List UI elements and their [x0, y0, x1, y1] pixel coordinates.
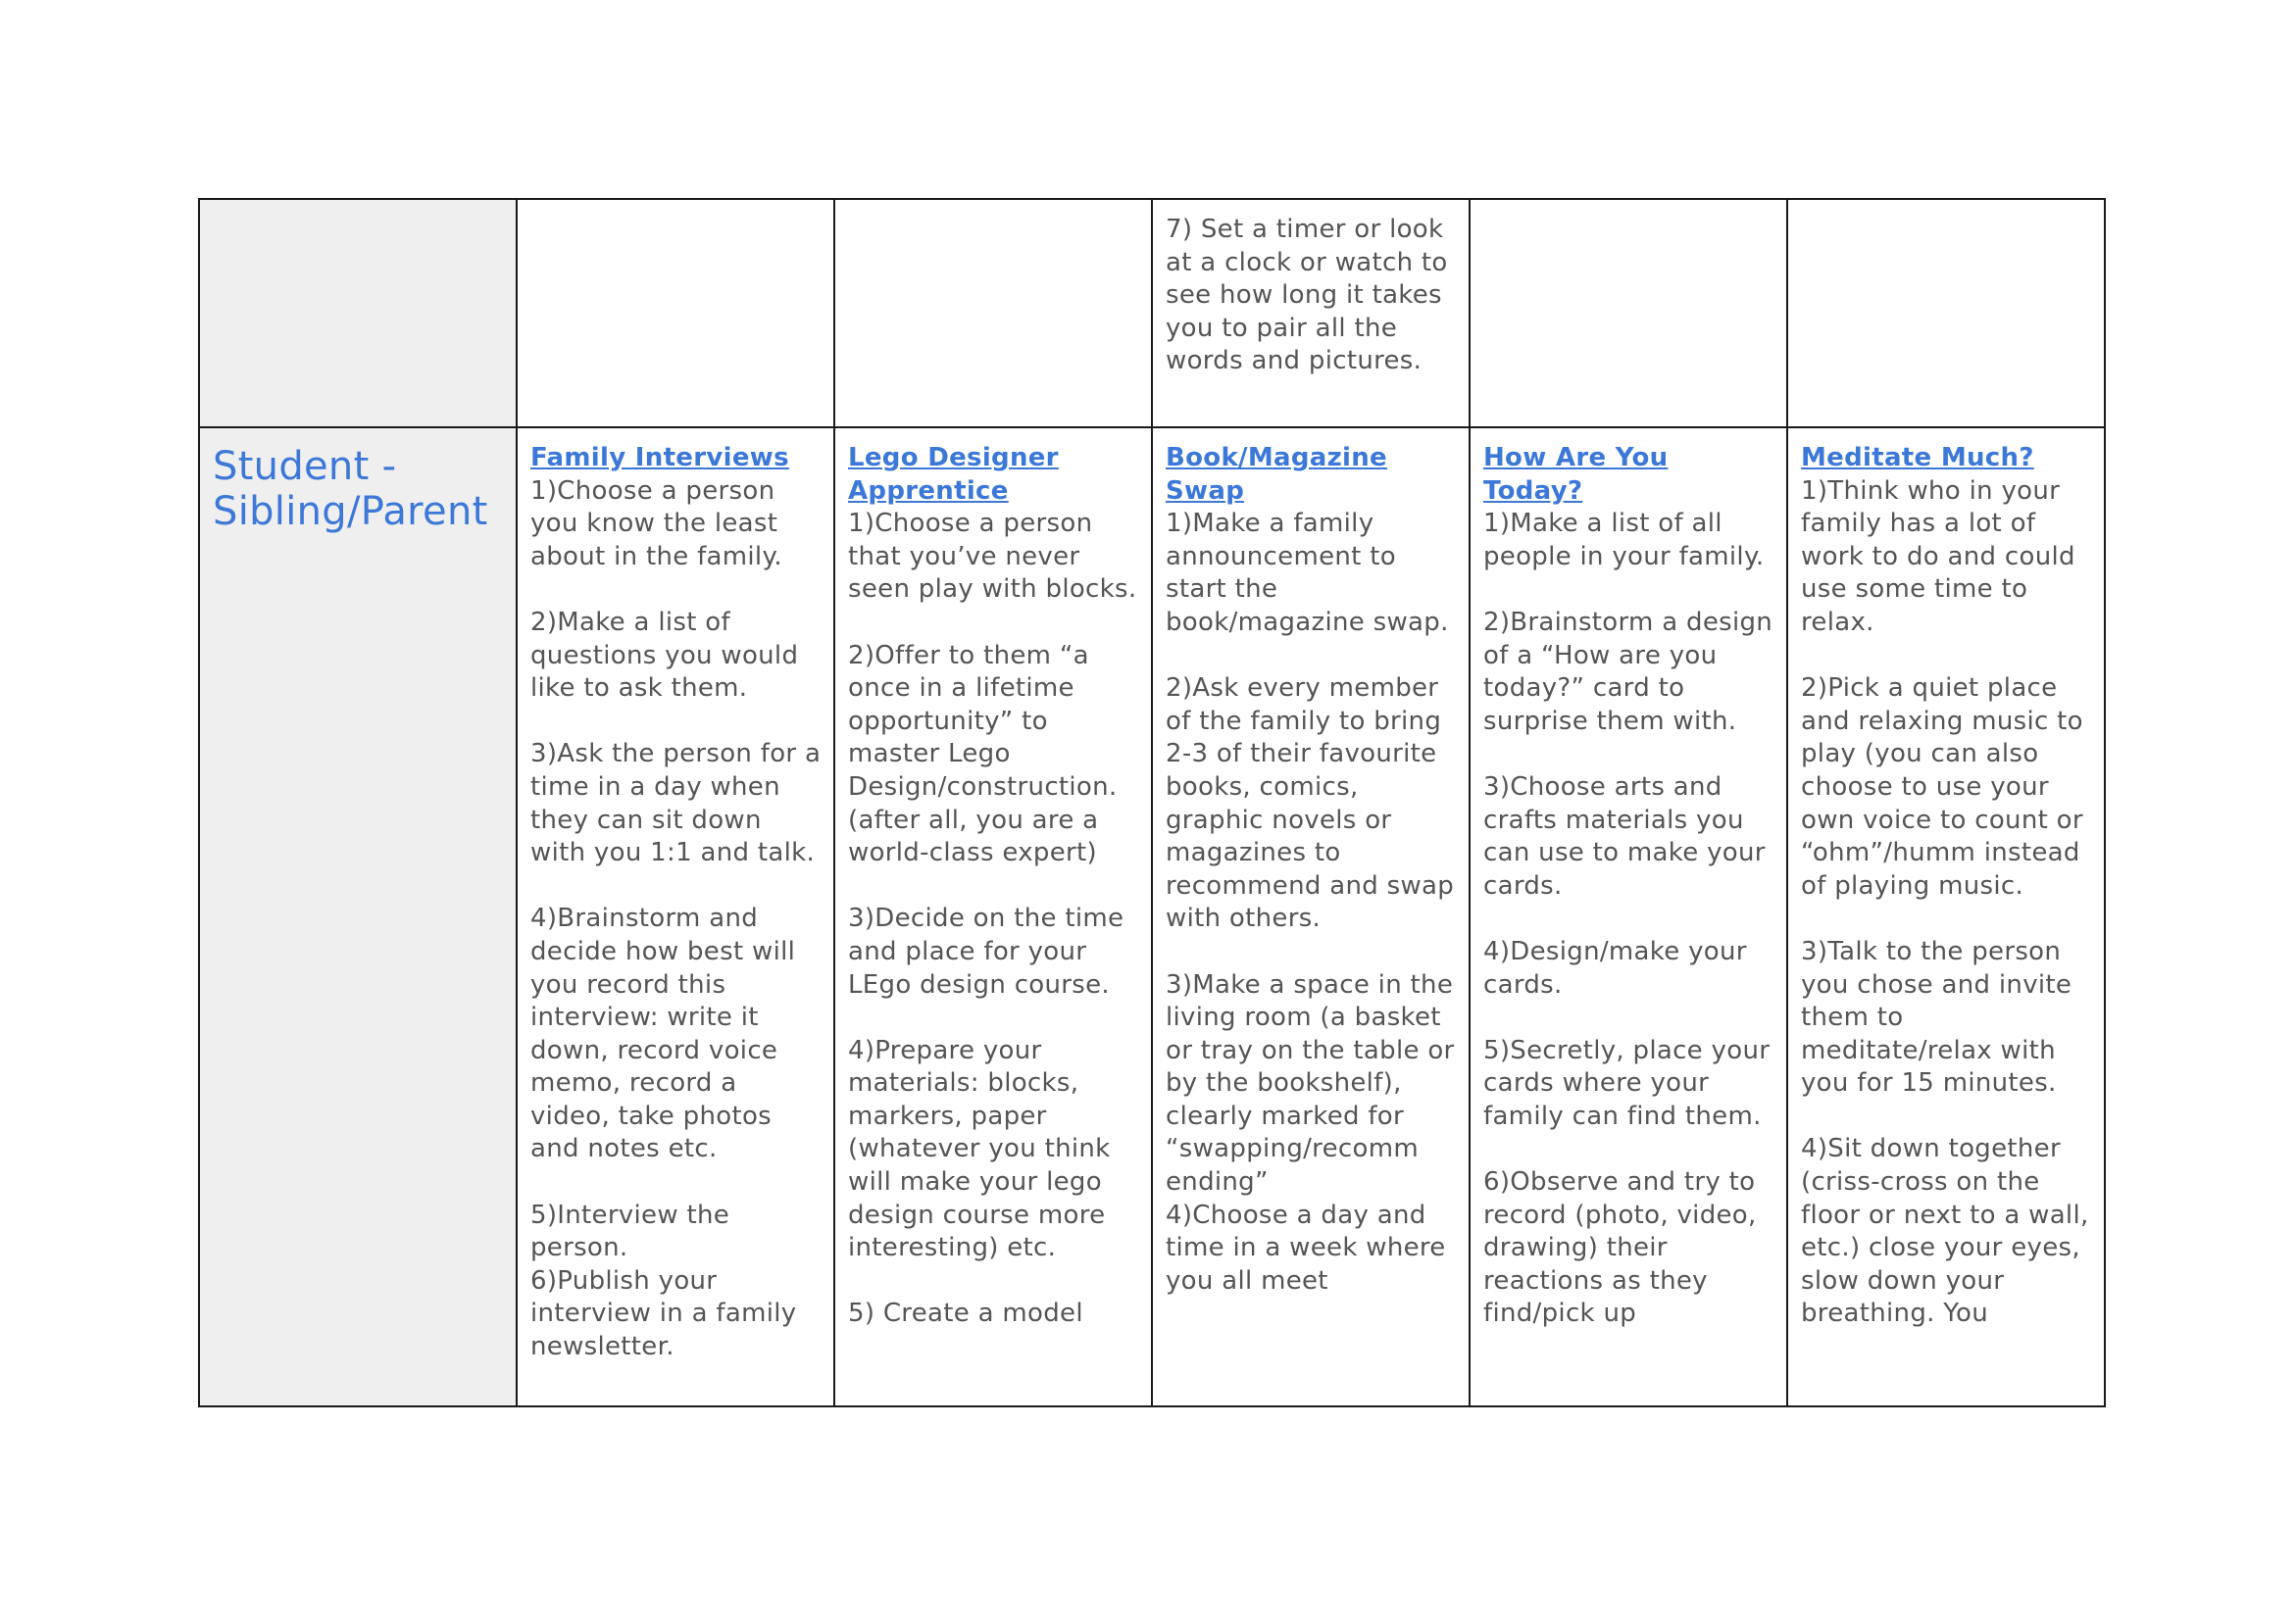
- activity-title-link[interactable]: Book/Magazine Swap: [1166, 443, 1387, 506]
- activity-instructions: 1)Think who in your family has a lot of work to do and could use some time to relax. 2)Pick a quiet place and relaxing music to play (you can also choose to use your own voice to count or “ohm”/humm instead of playing music. 3)Talk to the person you chose and invite them to meditate/relax with you for 15 minutes. 4)Sit down together (criss-cross on the floor or next to a wall, etc.) close your eyes, slow down your breathing. You: [1801, 475, 2089, 1329]
- activity-book-magazine-swap: [1153, 428, 1471, 1405]
- row2-label-cell: [200, 428, 518, 1405]
- activity-table: [198, 198, 2106, 1407]
- activity-instructions: 1)Make a family announcement to start the book/magazine swap. 2)Ask every member of the family to bring 2-3 of their favourite books, comics, graphic novels or magazines to recommend and swap with others. 3)Make a space in the living room (a basket or tray on the table or by the bookshelf), clearly marked for “swapping/recomm ending” 4)Choose a day and time in a week where you all meet: [1166, 509, 1455, 1296]
- activity-family-interviews: [518, 428, 835, 1405]
- activity-how-are-you-today: [1471, 428, 1788, 1405]
- row-label-student-sibling-parent: Student - Sibling/Parent: [213, 444, 488, 534]
- row1-cell-3: [1153, 200, 1471, 428]
- row1-cell-1: [518, 200, 835, 428]
- row1-label-cell: [200, 200, 518, 428]
- activity-lego-designer-apprentice: [835, 428, 1153, 1405]
- activity-title-link[interactable]: How Are You Today?: [1483, 443, 1669, 506]
- activity-instructions: 1)Choose a person you know the least about in the family. 2)Make a list of questions you would like to ask them. 3)Ask the person for a time in a day when they can sit down with you 1:1 and talk. 4)Brainstorm and decide how best will you record this interview: write it down, record voice memo, record a video, take photos and notes etc. 5)Interview the person. 6)Publish your interview in a family newsletter.: [530, 475, 822, 1362]
- activity-instructions: 1)Choose a person that you’ve never seen play with blocks. 2)Offer to them “a once in a lifetime opportunity” to master Lego Design/construction. (after all, you are a world-class expert) 3)Decide on the time and place for your LEgo design course. 4)Prepare your materials: blocks, markers, paper (whatever you think will make your lego design course more interesting) etc. 5) Create a model: [848, 509, 1137, 1329]
- activity-instructions: 1)Make a list of all people in your family. 2)Brainstorm a design of a “How are you today?” card to surprise them with. 3)Choose arts and crafts materials you can use to make your cards. 4)Design/make your cards. 5)Secretly, place your cards where your family can find them. 6)Observe and try to record (photo, video, drawing) their reactions as they find/pick up: [1483, 509, 1773, 1329]
- activity-title-link[interactable]: Lego Designer Apprentice: [848, 443, 1059, 506]
- row1-cell-4: [1471, 200, 1788, 428]
- activity-title-link[interactable]: Family Interviews: [530, 443, 789, 472]
- row1-cell-3-text: 7) Set a timer or look at a clock or watch to see how long it takes you to pair all the words and pictures.: [1166, 215, 1448, 376]
- row1-cell-2: [835, 200, 1153, 428]
- activity-title-link[interactable]: Meditate Much?: [1801, 443, 2034, 472]
- row1-cell-5: [1788, 200, 2104, 428]
- activity-meditate-much: [1788, 428, 2104, 1405]
